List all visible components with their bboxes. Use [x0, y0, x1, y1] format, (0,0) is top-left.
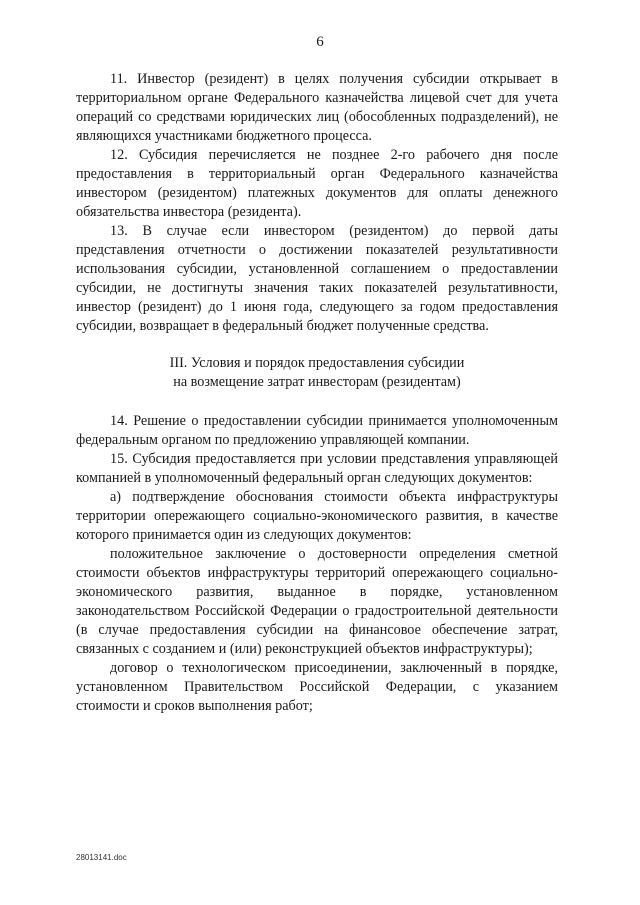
paragraph-13: 13. В случае если инвестором (резидентом) до первой даты представления отчетности о достижении показателей результативности использования субсидии, установленной соглашением о предоставлении субсидии, не достигнуты значения таких показателей результативности, инвестор (резидент) до 1 июня года, следующего за годом предоставления субсидии, возвращает в федеральный бюджет полученные средства.	[76, 223, 558, 334]
paragraph-12: 12. Субсидия перечисляется не позднее 2-го рабочего дня после предоставления в территориальный орган Федерального казначейства инвестором (резидентом) платежных документов для оплаты денежного обязательства инвестора (резидента).	[76, 147, 558, 220]
paragraph-a: а) подтверждение обоснования стоимости объекта инфраструктуры территории опережающего социально-экономического развития, в качестве которого принимается один из следующих документов:	[76, 489, 558, 543]
section-heading-line-2: на возмещение затрат инвесторам (резидентам)	[173, 374, 461, 390]
page-number: 6	[316, 34, 324, 50]
paragraph-contract: договор о технологическом присоединении, заключенный в порядке, установленном Правительством Российской Федерации, с указанием стоимости и сроков выполнения работ;	[76, 660, 558, 714]
paragraph-14: 14. Решение о предоставлении субсидии принимается уполномоченным федеральным органом по предложению управляющей компании.	[76, 413, 558, 448]
paragraph-conclusion: положительное заключение о достоверности определения сметной стоимости объектов инфраструктуры территорий опережающего социально-экономического развития, выданное в порядке, установленном законодательством Российской Федерации о градостроительной деятельности (в случае предоставления субсидии на финансовое обеспечение затрат, связанных с созданием и (или) реконструкцией объектов инфраструктуры);	[76, 546, 558, 657]
footer-filename: 28013141.doc	[76, 853, 127, 862]
paragraph-11: 11. Инвестор (резидент) в целях получения субсидии открывает в территориальном органе Федерального казначейства лицевой счет для учета операций со средствами юридических лиц (обособленных подразделений), не являющихся участниками бюджетного процесса.	[76, 71, 558, 144]
section-heading-line-1: III. Условия и порядок предоставления субсидии	[169, 355, 465, 371]
section-heading	[76, 354, 558, 392]
document-body	[76, 70, 558, 716]
paragraph-15: 15. Субсидия предоставляется при условии представления управляющей компанией в уполномоченный федеральный орган следующих документов:	[76, 451, 558, 486]
